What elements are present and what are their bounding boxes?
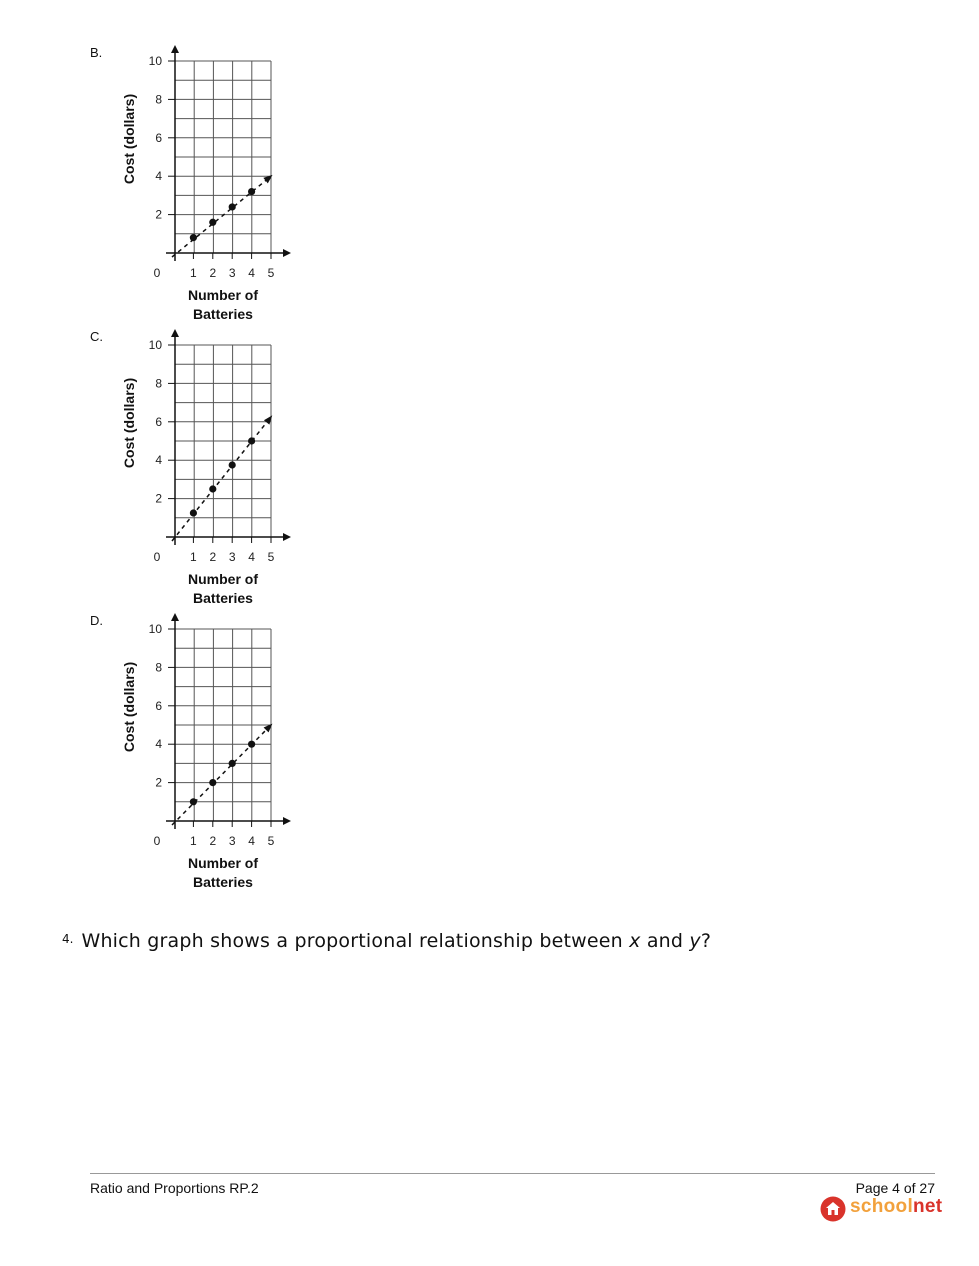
option-b-label: B. (90, 45, 103, 60)
x-tick-label: 5 (267, 550, 275, 564)
data-point (229, 461, 236, 468)
x-tick-label: 1 (190, 550, 197, 564)
x-tick-label: 0 (153, 266, 161, 280)
x-axis-arrow (283, 249, 291, 257)
data-point (248, 188, 255, 195)
x-tick-label: 2 (209, 266, 217, 280)
y-tick-label: 10 (148, 338, 162, 352)
logo-text (850, 1196, 942, 1218)
y-axis-arrow (171, 45, 179, 53)
logo-text-net: net (913, 1196, 943, 1217)
data-point (248, 437, 255, 444)
x-tick-label: 2 (209, 834, 217, 848)
y-tick-label: 6 (155, 414, 162, 429)
footer-divider (90, 1173, 935, 1174)
y-tick-label: 2 (155, 491, 162, 506)
y-axis-label: Cost (dollars) (121, 661, 137, 753)
x-axis-arrow (283, 817, 291, 825)
x-tick-label: 0 (153, 550, 161, 564)
y-tick-label: 4 (155, 453, 162, 468)
x-tick-label: 5 (267, 834, 275, 848)
x-tick-label: 2 (209, 550, 217, 564)
y-tick-label: 8 (155, 376, 162, 391)
y-tick-label: 8 (155, 660, 162, 675)
y-tick-label: 8 (155, 92, 162, 107)
y-tick-label: 4 (155, 737, 162, 752)
x-tick-label: 4 (248, 266, 255, 280)
y-tick-label: 2 (155, 207, 162, 222)
x-axis-label-line2: Batteries (193, 306, 253, 322)
y-tick-label: 6 (155, 130, 162, 145)
x-axis-label-line1: Number of (188, 571, 258, 587)
question-number: 4. (62, 932, 74, 946)
option-b-chart (110, 40, 310, 330)
option-c-chart (110, 324, 310, 614)
data-point (190, 798, 197, 805)
y-tick-label: 6 (155, 698, 162, 713)
x-axis-label-line2: Batteries (193, 874, 253, 890)
x-tick-label: 0 (153, 834, 161, 848)
data-point (209, 485, 216, 492)
data-point (229, 203, 236, 210)
question-text-before: Which graph shows a proportional relationship between (81, 930, 630, 952)
y-axis-arrow (171, 329, 179, 337)
data-point (190, 509, 197, 516)
house-icon (820, 1196, 846, 1222)
data-point (209, 219, 216, 226)
x-tick-label: 3 (228, 550, 236, 564)
data-point (209, 779, 216, 786)
x-tick-label: 5 (267, 266, 275, 280)
x-tick-label: 1 (190, 266, 197, 280)
x-axis-label-line2: Batteries (193, 590, 253, 606)
page-number: Page 4 of 27 (855, 1180, 935, 1196)
question-text-after: ? (700, 930, 712, 952)
x-tick-label: 3 (228, 266, 236, 280)
footer-title: Ratio and Proportions RP.2 (90, 1180, 259, 1196)
question-var-y: y (689, 930, 701, 952)
question-text-mid: and (640, 930, 690, 952)
option-c-label: C. (90, 329, 103, 344)
x-tick-label: 4 (248, 550, 255, 564)
question-4 (62, 930, 711, 952)
y-tick-label: 10 (148, 622, 162, 636)
x-axis-label-line1: Number of (188, 855, 258, 871)
y-tick-label: 2 (155, 775, 162, 790)
y-axis-label: Cost (dollars) (121, 93, 137, 185)
option-d-label: D. (90, 613, 103, 628)
x-tick-label: 4 (248, 834, 255, 848)
schoolnet-logo (820, 1196, 943, 1222)
y-axis-arrow (171, 613, 179, 621)
logo-text-school: school (850, 1196, 914, 1217)
y-tick-label: 10 (148, 54, 162, 68)
dashed-trend-line (172, 176, 271, 257)
dashed-trend-line (172, 725, 271, 825)
data-point (248, 741, 255, 748)
x-axis-label-line1: Number of (188, 287, 258, 303)
data-point (190, 234, 197, 241)
x-tick-label: 3 (228, 834, 236, 848)
x-tick-label: 1 (190, 834, 197, 848)
x-axis-arrow (283, 533, 291, 541)
data-point (229, 760, 236, 767)
option-d-chart (110, 608, 310, 898)
question-var-x: x (629, 930, 641, 952)
y-axis-label: Cost (dollars) (121, 377, 137, 469)
y-tick-label: 4 (155, 169, 162, 184)
question-text (81, 930, 711, 952)
